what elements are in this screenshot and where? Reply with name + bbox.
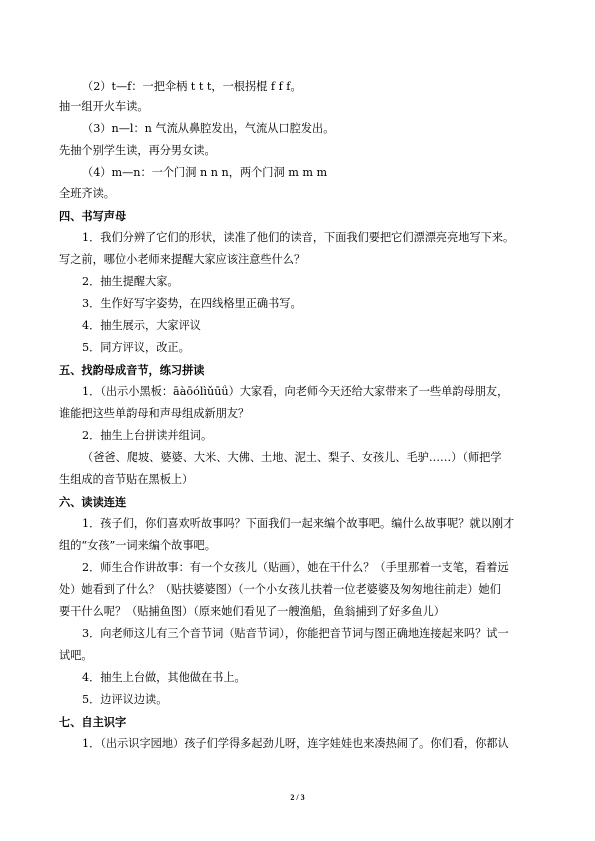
text-line: 全班齐读。 <box>59 187 115 200</box>
text-line: （3）n—l：n 气流从鼻腔发出，气流从口腔发出。 <box>82 122 335 135</box>
text-line: 1．（出示识字园地）孩子们学得多起劲儿呀，连字娃娃也来凑热闹了。你们看，你都认 <box>82 737 509 750</box>
text-line: 试吧。 <box>59 649 93 662</box>
text-line: 处）她看到了什么？（贴扶婆婆图）（一个小女孩儿扶着一位老婆婆及匆匆地往前走）她们 <box>59 583 501 596</box>
page-number: 2 / 3 <box>290 793 305 802</box>
text-line: 3．生作好写字姿势，在四线格里正确书写。 <box>82 297 302 310</box>
section-heading: 七、自主识字 <box>59 715 127 729</box>
text-line: 先抽个别学生读，再分男女读。 <box>59 144 216 157</box>
text-line: 5．同方评议，改正。 <box>82 341 190 354</box>
text-line: 2．抽生提醒大家。 <box>82 275 179 288</box>
text-line: （爸爸、爬坡、婆婆、大米、大佛、土地、泥土、梨子、女孩儿、毛驴……）（师把学 <box>82 451 502 464</box>
section-heading: 五、找韵母成音节，练习拼读 <box>59 363 205 377</box>
text-line: 谁能把这些单韵母和声母组成新朋友？ <box>59 407 250 420</box>
text-line: 抽一组开火车读。 <box>59 100 149 113</box>
text-line: 4．抽生展示，大家评议 <box>82 319 201 332</box>
text-line: 1．孩子们，你们喜欢听故事吗？下面我们一起来编个故事吧。编什么故事呢？就以刚才 <box>82 517 515 530</box>
section-heading: 六、读读连连 <box>59 495 127 509</box>
section-heading: 四、书写声母 <box>59 209 127 223</box>
text-line: 5．边评议边读。 <box>82 693 168 706</box>
text-line: 1．（出示小黑板：āàōólìǔūǘ）大家看，向老师今天还给大家带来了一些单韵母朋友， <box>82 385 509 398</box>
text-line: 要干什么呢？（贴捕鱼图）（原来她们看见了一艘渔船，鱼翁捕到了好多鱼儿） <box>59 605 445 618</box>
text-line: 2．抽生上台拼读并组词。 <box>82 429 213 442</box>
text-line: 4．抽生上台做，其他做在书上。 <box>82 671 246 684</box>
text-line: 生组成的音节贴在黑板上） <box>59 473 194 486</box>
text-line: 1．我们分辨了它们的形状，读准了他们的读音，下面我们要把它们漂漂亮亮地写下来。 <box>82 231 515 244</box>
text-line: （4）m—n：一个门洞 n n n，两个门洞 m m m <box>82 166 328 179</box>
text-line: 写之前，哪位小老师来提醒大家应该注意些什么？ <box>59 253 306 266</box>
text-line: 组的“女孩”一词来编个故事吧。 <box>59 539 216 552</box>
text-line: 2．师生合作讲故事：有一个女孩儿（贴画），她在干什么？（手里那着一支笔，看着远 <box>82 561 509 574</box>
text-line: 3．向老师这儿有三个音节词（贴音节词），你能把音节词与图正确地连接起来吗？试一 <box>82 627 509 640</box>
text-line: （2）t—f：一把伞柄 t t t，一根拐棍 f f f。 <box>82 80 302 93</box>
